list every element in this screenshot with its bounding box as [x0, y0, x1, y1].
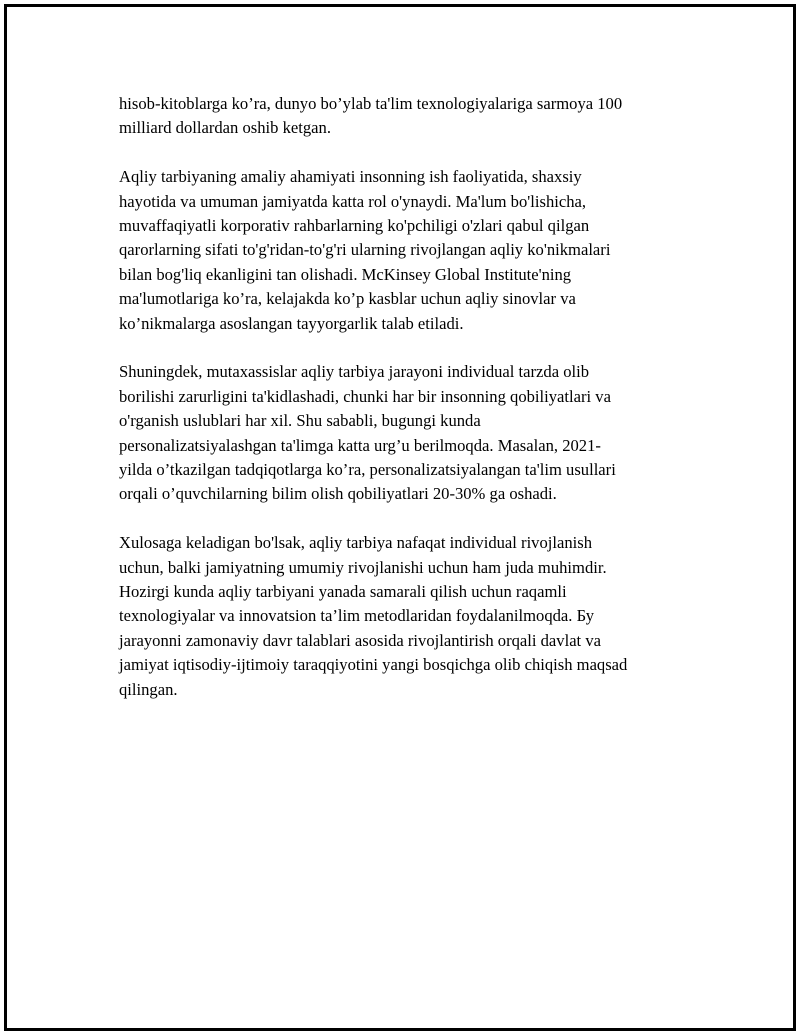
document-page	[4, 4, 796, 1031]
paragraph-2: Aqliy tarbiyaning amaliy ahamiyati insonning ish faoliyatida, shaxsiy hayotida va umuman jamiyatda katta rol o'ynaydi. Ma'lum bo'lishicha, muvaffaqiyatli korporativ rahbarlarning ko'pchiligi o'zlari qabul qilgan qarorlarning sifati to'g'ridan-to'g'ri ularning rivojlangan aqliy ko'nikmalari bilan bog'liq ekanligini tan olishadi. McKinsey Global Institute'ning ma'lumotlariga ko’ra, kelajakda ko’p kasblar uchun aqliy sinovlar va ko’nikmalarga asoslangan tayyorgarlik talab etiladi.	[119, 167, 611, 333]
paragraph-4: Xulosaga keladigan bo'lsak, aqliy tarbiya nafaqat individual rivojlanish uchun, balki jamiyatning umumiy rivojlanishi uchun ham juda muhimdir. Hozirgi kunda aqliy tarbiyani yanada samarali qilish uchun raqamli texnologiyalar va innovatsion ta’lim metodlaridan foydalanilmoqda. Бу jarayonni zamonaviy davr talablari asosida rivojlantirish orqali davlat va jamiyat iqtisodiy-ijtimoiy taraqqiyotini yangi bosqichga olib chiqish maqsad qilingan.	[119, 533, 628, 699]
paragraph-1: hisob-kitoblarga ko’ra, dunyo bo’ylab ta'lim texnologiyalariga sarmoya 100 milliard dollardan oshib ketgan.	[119, 94, 623, 138]
document-body	[119, 92, 679, 727]
paragraph-3: Shuningdek, mutaxassislar aqliy tarbiya jarayoni individual tarzda olib borilishi zarurligini ta'kidlashadi, chunki har bir insonning qobiliyatlari va o'rganish uslublari har xil. Shu sababli, bugungi kunda personalizatsiyalashgan ta'limga katta urg’u berilmoqda. Masalan, 2021- yilda o’tkazilgan tadqiqotlarga ko’ra, personalizatsiyalangan ta'lim usullari orqali o’quvchilarning bilim olish qobiliyatlari 20-30% ga oshadi.	[119, 362, 616, 504]
